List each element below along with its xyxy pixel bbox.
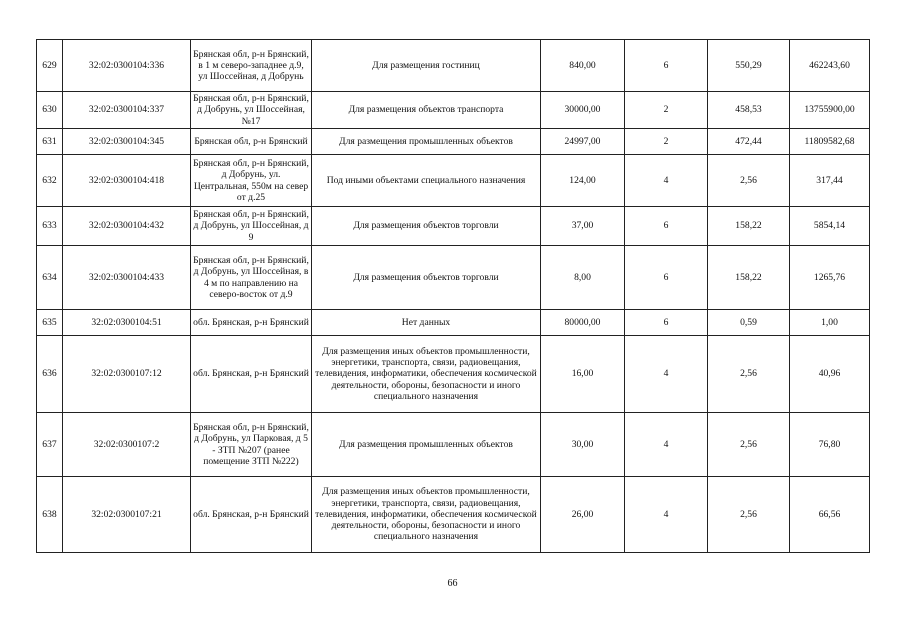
permitted-use: Под иными объектами специального назначения <box>312 155 541 207</box>
area: 26,00 <box>541 477 625 553</box>
cadastral-number: 32:02:0300104:51 <box>63 310 191 336</box>
permitted-use: Для размещения иных объектов промышленности, энергетики, транспорта, связи, радиовещания, телевидения, информатики, обеспечения космической деятельности, обороны, безопасности и иного специального назначения <box>312 477 541 553</box>
table-row <box>37 413 870 477</box>
cadastral-value: 462243,60 <box>790 40 870 92</box>
group: 6 <box>625 246 708 310</box>
group: 4 <box>625 477 708 553</box>
specific-value: 2,56 <box>708 336 790 413</box>
cadastral-number: 32:02:0300104:337 <box>63 92 191 129</box>
area: 24997,00 <box>541 129 625 155</box>
area: 30000,00 <box>541 92 625 129</box>
address: обл. Брянская, р-н Брянский <box>191 310 312 336</box>
group: 6 <box>625 40 708 92</box>
table-row <box>37 92 870 129</box>
cadastral-value: 13755900,00 <box>790 92 870 129</box>
cadastral-value: 1265,76 <box>790 246 870 310</box>
specific-value: 2,56 <box>708 155 790 207</box>
page-number: 66 <box>447 578 458 589</box>
group: 6 <box>625 207 708 246</box>
row-number: 629 <box>37 40 63 92</box>
cadastral-value: 317,44 <box>790 155 870 207</box>
permitted-use: Для размещения объектов торговли <box>312 207 541 246</box>
row-number: 632 <box>37 155 63 207</box>
area: 124,00 <box>541 155 625 207</box>
address: Брянская обл, р-н Брянский, д Добрунь, ул. Центральная, 550м на север от д.25 <box>191 155 312 207</box>
address: Брянская обл, р-н Брянский, д Добрунь, ул Парковая, д 5 - ЗТП №207 (ранее помещение ЗТП №222) <box>191 413 312 477</box>
specific-value: 0,59 <box>708 310 790 336</box>
specific-value: 472,44 <box>708 129 790 155</box>
permitted-use: Для размещения объектов торговли <box>312 246 541 310</box>
table-row <box>37 336 870 413</box>
cadastral-value: 40,96 <box>790 336 870 413</box>
table-row <box>37 155 870 207</box>
specific-value: 158,22 <box>708 246 790 310</box>
address: Брянская обл, р-н Брянский, в 1 м северо-западнее д.9, ул Шоссейная, д Добрунь <box>191 40 312 92</box>
specific-value: 550,29 <box>708 40 790 92</box>
cadastral-value: 66,56 <box>790 477 870 553</box>
address: Брянская обл, р-н Брянский, д Добрунь, ул Шоссейная, д 9 <box>191 207 312 246</box>
row-number: 630 <box>37 92 63 129</box>
row-number: 633 <box>37 207 63 246</box>
specific-value: 2,56 <box>708 413 790 477</box>
specific-value: 2,56 <box>708 477 790 553</box>
row-number: 637 <box>37 413 63 477</box>
cadastral-number: 32:02:0300107:21 <box>63 477 191 553</box>
specific-value: 158,22 <box>708 207 790 246</box>
area: 30,00 <box>541 413 625 477</box>
row-number: 631 <box>37 129 63 155</box>
cadastral-value: 11809582,68 <box>790 129 870 155</box>
row-number: 634 <box>37 246 63 310</box>
group: 4 <box>625 336 708 413</box>
address: обл. Брянская, р-н Брянский <box>191 336 312 413</box>
row-number: 638 <box>37 477 63 553</box>
cadastral-value: 5854,14 <box>790 207 870 246</box>
area: 80000,00 <box>541 310 625 336</box>
specific-value: 458,53 <box>708 92 790 129</box>
group: 2 <box>625 92 708 129</box>
permitted-use: Нет данных <box>312 310 541 336</box>
area: 840,00 <box>541 40 625 92</box>
cadastral-number: 32:02:0300104:432 <box>63 207 191 246</box>
address: обл. Брянская, р-н Брянский <box>191 477 312 553</box>
group: 4 <box>625 413 708 477</box>
table-row <box>37 207 870 246</box>
table-row <box>37 129 870 155</box>
cadastral-number: 32:02:0300107:2 <box>63 413 191 477</box>
table-row <box>37 40 870 92</box>
table-row <box>37 477 870 553</box>
cadastral-number: 32:02:0300104:336 <box>63 40 191 92</box>
address: Брянская обл, р-н Брянский <box>191 129 312 155</box>
permitted-use: Для размещения промышленных объектов <box>312 129 541 155</box>
cadastral-value-table <box>36 39 870 553</box>
address: Брянская обл, р-н Брянский, д Добрунь, ул Шоссейная, №17 <box>191 92 312 129</box>
group: 4 <box>625 155 708 207</box>
cadastral-value: 76,80 <box>790 413 870 477</box>
area: 37,00 <box>541 207 625 246</box>
permitted-use: Для размещения гостиниц <box>312 40 541 92</box>
permitted-use: Для размещения иных объектов промышленности, энергетики, транспорта, связи, радиовещания, телевидения, информатики, обеспечения космической деятельности, обороны, безопасности и иного специального назначения <box>312 336 541 413</box>
cadastral-value: 1,00 <box>790 310 870 336</box>
group: 6 <box>625 310 708 336</box>
table-row <box>37 246 870 310</box>
permitted-use: Для размещения промышленных объектов <box>312 413 541 477</box>
cadastral-number: 32:02:0300104:433 <box>63 246 191 310</box>
group: 2 <box>625 129 708 155</box>
row-number: 636 <box>37 336 63 413</box>
area: 16,00 <box>541 336 625 413</box>
address: Брянская обл, р-н Брянский, д Добрунь, ул Шоссейная, в 4 м по направлению на северо-восток от д.9 <box>191 246 312 310</box>
area: 8,00 <box>541 246 625 310</box>
cadastral-number: 32:02:0300107:12 <box>63 336 191 413</box>
cadastral-number: 32:02:0300104:418 <box>63 155 191 207</box>
permitted-use: Для размещения объектов транспорта <box>312 92 541 129</box>
table-row <box>37 310 870 336</box>
cadastral-number: 32:02:0300104:345 <box>63 129 191 155</box>
row-number: 635 <box>37 310 63 336</box>
